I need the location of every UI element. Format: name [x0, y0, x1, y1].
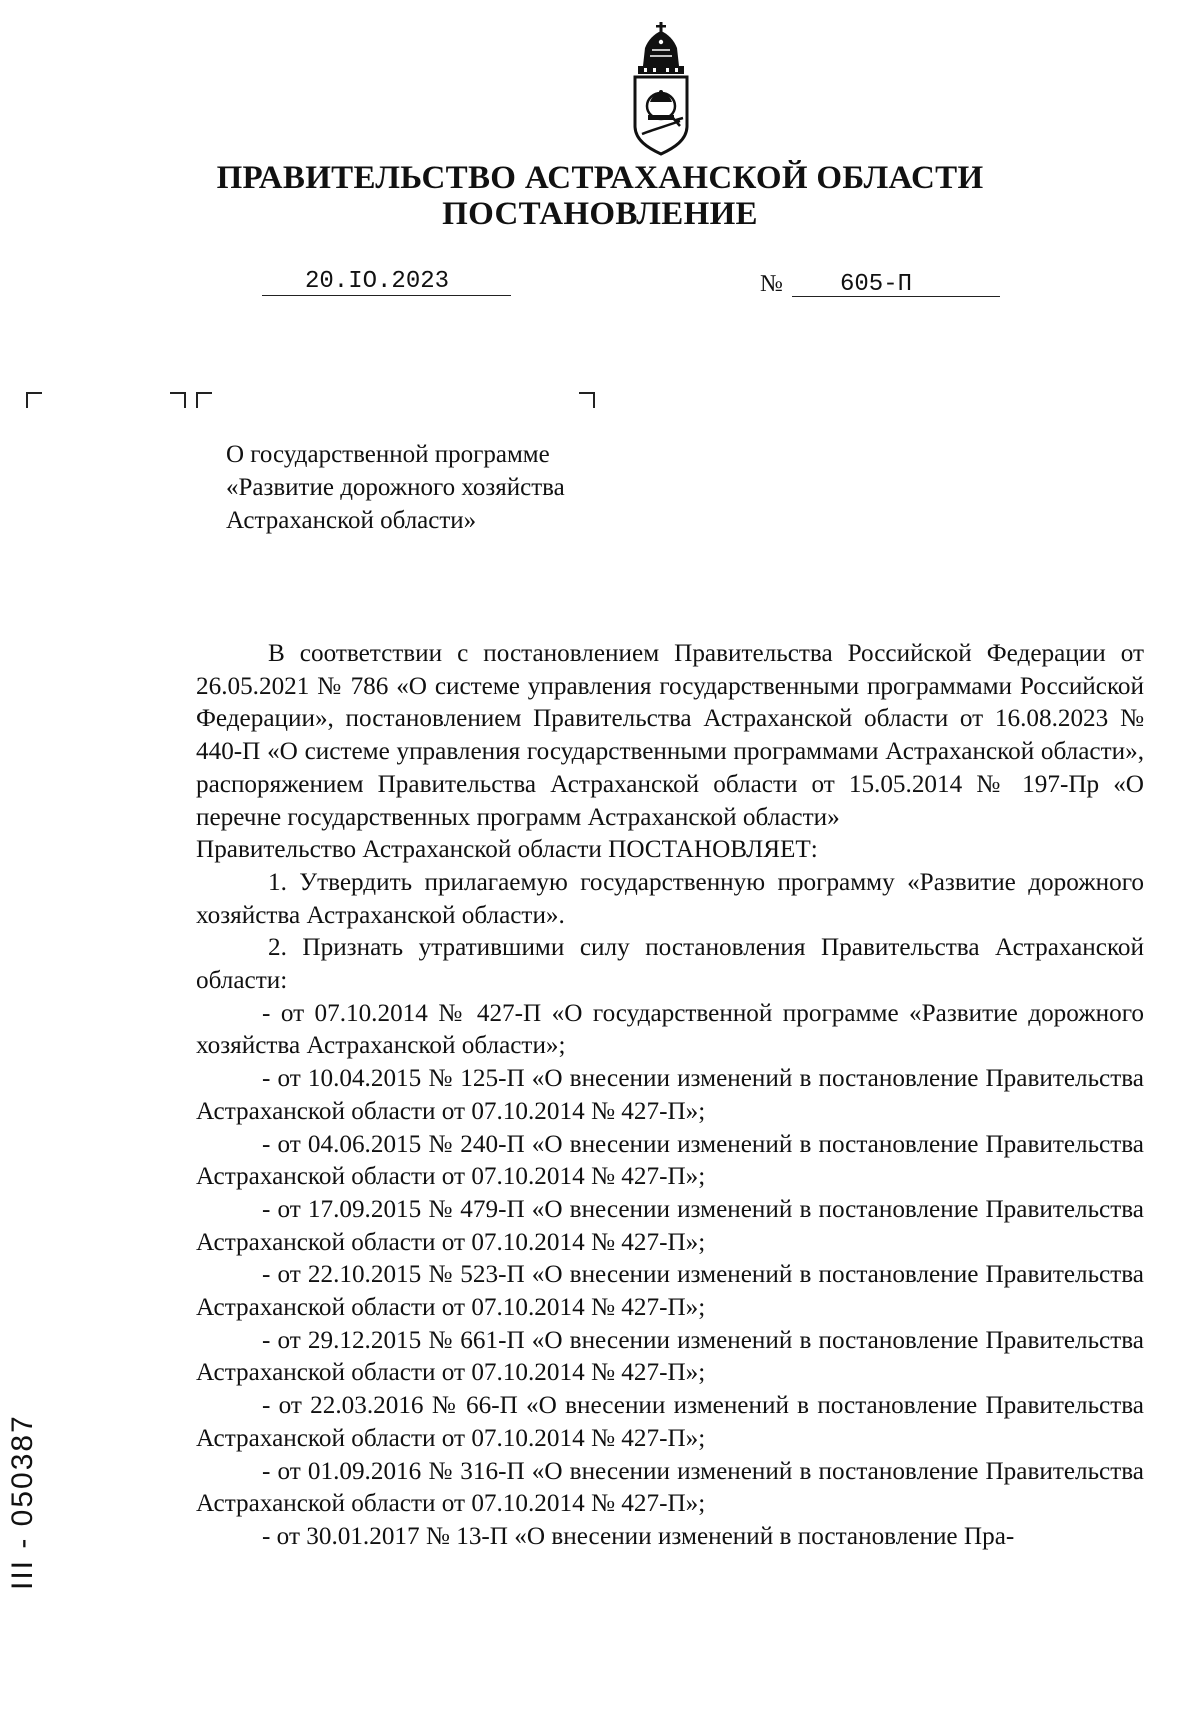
document-date: 20.IO.2023	[305, 268, 450, 295]
number-label: №	[760, 271, 783, 297]
coat-of-arms-icon	[630, 22, 692, 156]
subject-line: «Развитие дорожного хозяйства	[226, 474, 565, 501]
repealed-list-item: - от 07.10.2014 № 427-П «О государственной программе «Развитие дорожного хозяйства Астраханской области»;	[196, 999, 1144, 1060]
subject-bracket-2	[196, 392, 212, 408]
document-number: 605-П	[840, 271, 913, 298]
resolution-statement: Правительство Астраханской области ПОСТАНОВЛЯЕТ:	[196, 836, 818, 864]
subject-line: Астраханской области»	[226, 507, 477, 534]
organization-title: ПРАВИТЕЛЬСТВО АСТРАХАНСКОЙ ОБЛАСТИ	[216, 160, 984, 196]
margin-bracket-left	[26, 392, 42, 408]
subject-bracket-3	[579, 392, 595, 408]
repealed-list-item: - от 22.10.2015 № 523-П «О внесении изменений в постановление Правительства Астраханской области от 07.10.2014 № 427-П»;	[196, 1261, 1144, 1322]
item-2-paragraph: 2. Признать утратившими силу постановления Правительства Астраханской области:	[196, 934, 1144, 995]
number-underline	[792, 296, 1000, 297]
repealed-list-item: - от 30.01.2017 № 13-П «О внесении изменений в постановление Пра-	[262, 1522, 1015, 1550]
form-serial-number: ІІІ - 050387	[6, 1414, 39, 1590]
subject-bracket-1	[170, 392, 186, 408]
repealed-list-item: - от 04.06.2015 № 240-П «О внесении изменений в постановление Правительства Астраханской области от 07.10.2014 № 427-П»;	[196, 1130, 1144, 1191]
repealed-list-item: - от 10.04.2015 № 125-П «О внесении изменений в постановление Правительства Астраханской области от 07.10.2014 № 427-П»;	[196, 1065, 1144, 1125]
repealed-list-item: - от 17.09.2015 № 479-П «О внесении изменений в постановление Правительства Астраханской области от 07.10.2014 № 427-П»;	[196, 1195, 1144, 1256]
date-underline	[262, 295, 511, 296]
item-1-paragraph: 1. Утвердить прилагаемую государственную программу «Развитие дорожного хозяйства Астраханской области».	[196, 868, 1144, 929]
repealed-list-item: - от 01.09.2016 № 316-П «О внесении изменений в постановление Правительства Астраханской области от 07.10.2014 № 427-П»;	[196, 1457, 1144, 1518]
repealed-list-item: - от 29.12.2015 № 661-П «О внесении изменений в постановление Правительства Астраханской области от 07.10.2014 № 427-П»;	[196, 1326, 1144, 1387]
subject-line: О государственной программе	[226, 441, 550, 468]
preamble-paragraph: В соответствии с постановлением Правительства Российской Федерации от 26.05.2021 № 786 «О системе управления государственными программами Российской Федерации», постановлением Правительства Астраханской области от 16.08.2023 № 440-П «О системе управления государственными программами Астраханской области», распоряжением Правительства Астраханской области от 15.05.2014 № 197-Пр «О перечне государственных программ Астраханской области»	[196, 640, 1144, 831]
document-type-title: ПОСТАНОВЛЕНИЕ	[442, 196, 758, 232]
document-body	[196, 638, 1144, 1554]
repealed-list-item: - от 22.03.2016 № 66-П «О внесении изменений в постановление Правительства Астраханской области от 07.10.2014 № 427-П»;	[196, 1392, 1144, 1452]
document-subject	[226, 438, 646, 537]
